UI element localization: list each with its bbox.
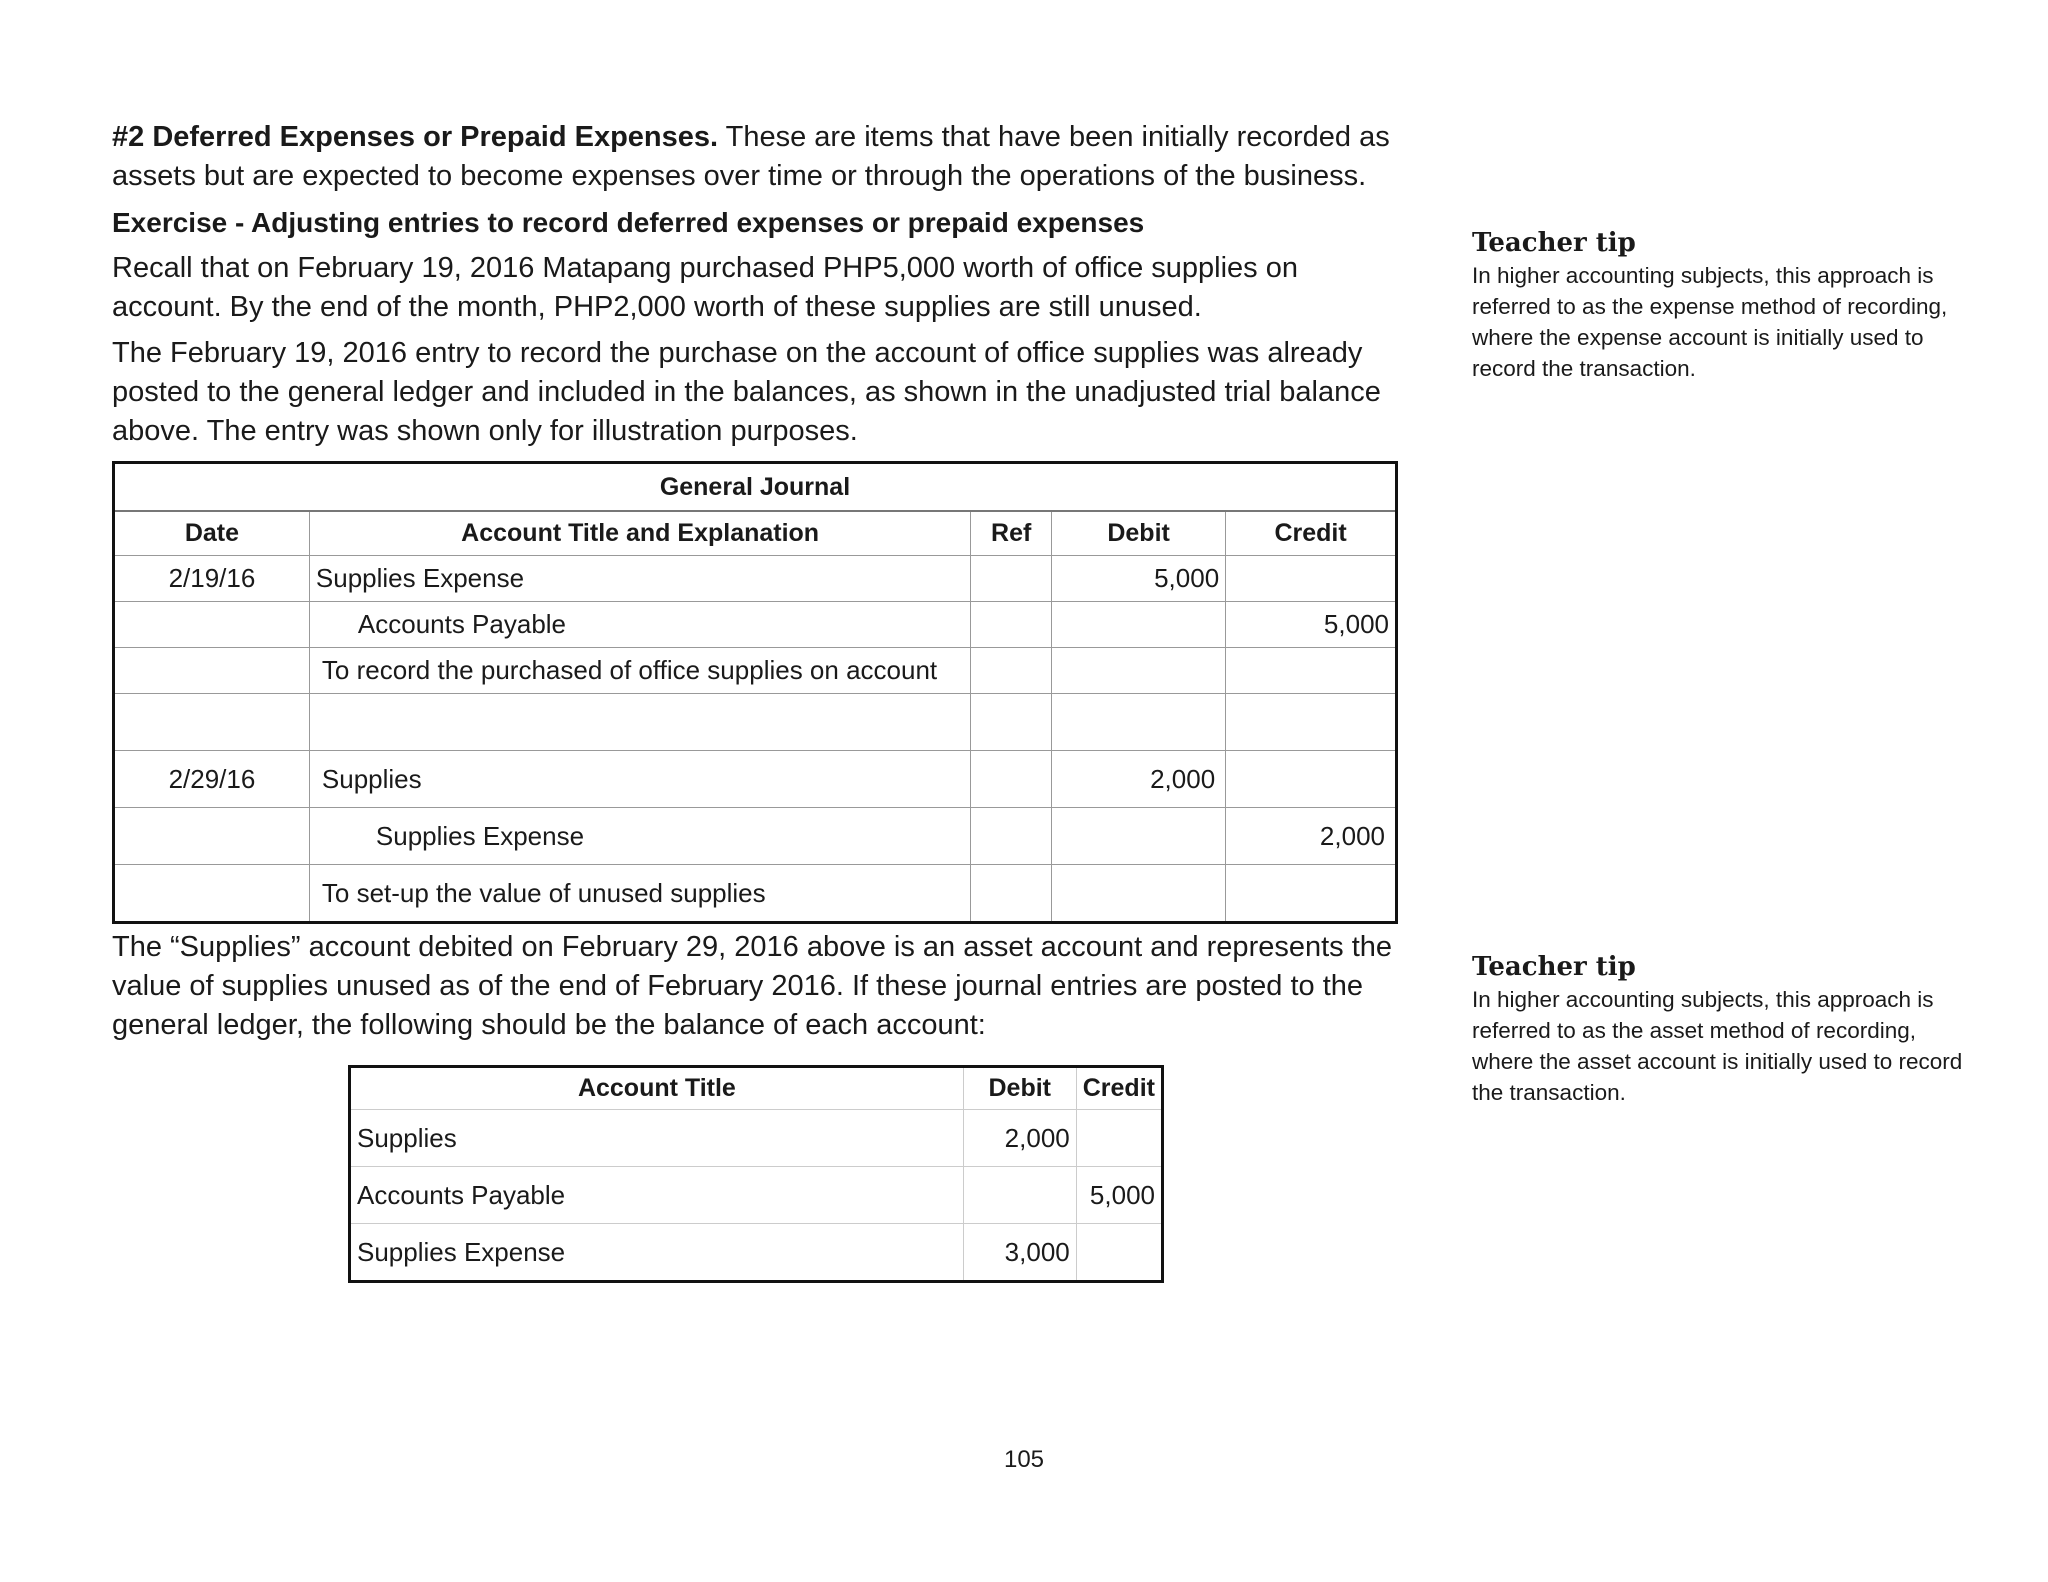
journal-date: 2/19/16	[114, 556, 310, 602]
journal-debit	[1052, 865, 1226, 923]
journal-credit: 2,000	[1226, 808, 1397, 865]
general-journal-table	[112, 461, 1398, 924]
journal-row	[114, 556, 1397, 602]
paragraph-posted: The February 19, 2016 entry to record the purchase on the account of office supplies was already posted to the general ledger and included in the balances, as shown in the unadjusted trial balance above. The entry was shown only for illustration purposes.	[112, 337, 1381, 447]
intro-text: These are items that have been initially recorded as assets but are expected to become expenses over time or through the operations of the business.	[112, 121, 1390, 192]
header-debit: Debit	[1052, 511, 1226, 556]
journal-row	[114, 648, 1397, 694]
journal-title: General Journal	[114, 463, 1397, 512]
balances-header-debit: Debit	[963, 1067, 1076, 1110]
teacher-tip-expense-method	[1472, 226, 1972, 384]
balances-debit: 3,000	[963, 1224, 1076, 1282]
journal-date	[114, 602, 310, 648]
header-account: Account Title and Explanation	[309, 511, 970, 556]
journal-ref	[971, 556, 1052, 602]
journal-debit: 5,000	[1052, 556, 1226, 602]
journal-ref	[971, 751, 1052, 808]
journal-explanation: To set-up the value of unused supplies	[309, 865, 970, 923]
header-ref: Ref	[971, 511, 1052, 556]
journal-account: Supplies Expense	[309, 556, 970, 602]
journal-credit	[1226, 648, 1397, 694]
teacher-tip-body: In higher accounting subjects, this approach is referred to as the asset method of recording, where the asset account is initially used to record the transaction.	[1472, 987, 1963, 1105]
journal-account: Supplies	[309, 751, 970, 808]
journal-date	[114, 865, 310, 923]
journal-debit	[1052, 694, 1226, 751]
journal-account: Supplies Expense	[309, 808, 970, 865]
journal-debit	[1052, 648, 1226, 694]
journal-credit	[1226, 751, 1397, 808]
balances-debit: 2,000	[963, 1110, 1076, 1167]
journal-row	[114, 865, 1397, 923]
journal-ref	[971, 808, 1052, 865]
journal-explanation: To record the purchased of office supplies on account	[309, 648, 970, 694]
balances-account: Supplies Expense	[350, 1224, 964, 1282]
intro-paragraph	[112, 118, 1412, 196]
journal-header-row	[114, 511, 1397, 556]
journal-date	[114, 808, 310, 865]
journal-credit: 5,000	[1226, 602, 1397, 648]
balances-account: Supplies	[350, 1110, 964, 1167]
journal-debit	[1052, 808, 1226, 865]
teacher-tip-asset-method	[1472, 950, 1972, 1108]
balances-debit	[963, 1167, 1076, 1224]
journal-account: Accounts Payable	[309, 602, 970, 648]
balances-header-credit: Credit	[1076, 1067, 1162, 1110]
journal-row	[114, 808, 1397, 865]
exercise-heading: Exercise - Adjusting entries to record deferred expenses or prepaid expenses	[112, 207, 1145, 238]
main-content	[112, 118, 1412, 1283]
balances-row	[350, 1224, 1163, 1282]
teacher-tip-body: In higher accounting subjects, this approach is referred to as the expense method of recording, where the expense account is initially used to record the transaction.	[1472, 263, 1948, 381]
balances-header-account: Account Title	[350, 1067, 964, 1110]
journal-row-blank	[114, 694, 1397, 751]
journal-debit	[1052, 602, 1226, 648]
journal-ref	[971, 602, 1052, 648]
journal-ref	[971, 648, 1052, 694]
journal-credit	[1226, 694, 1397, 751]
balances-credit	[1076, 1224, 1162, 1282]
journal-credit	[1226, 556, 1397, 602]
teacher-tip-title: Teacher tip	[1472, 952, 1636, 982]
intro-bold-title: #2 Deferred Expenses or Prepaid Expenses.	[112, 121, 719, 153]
journal-ref	[971, 694, 1052, 751]
journal-date	[114, 648, 310, 694]
page-number: 105	[1003, 1446, 1045, 1473]
teacher-tip-title: Teacher tip	[1472, 228, 1636, 258]
balances-account: Accounts Payable	[350, 1167, 964, 1224]
journal-debit: 2,000	[1052, 751, 1226, 808]
journal-row	[114, 751, 1397, 808]
journal-ref	[971, 865, 1052, 923]
journal-account	[309, 694, 970, 751]
journal-row	[114, 602, 1397, 648]
header-date: Date	[114, 511, 310, 556]
header-credit: Credit	[1226, 511, 1397, 556]
journal-date: 2/29/16	[114, 751, 310, 808]
paragraph-supplies-account: The “Supplies” account debited on February 29, 2016 above is an asset account and represents the value of supplies unused as of the end of February 2016. If these journal entries are posted to the general ledger, the following should be the balance of each account:	[112, 931, 1393, 1041]
journal-date	[114, 694, 310, 751]
balances-credit	[1076, 1110, 1162, 1167]
balances-header-row	[350, 1067, 1163, 1110]
account-balances-table	[348, 1065, 1164, 1283]
balances-credit: 5,000	[1076, 1167, 1162, 1224]
journal-title-row	[114, 463, 1397, 512]
balances-row	[350, 1167, 1163, 1224]
balances-row	[350, 1110, 1163, 1167]
paragraph-recall: Recall that on February 19, 2016 Matapang purchased PHP5,000 worth of office supplies on account. By the end of the month, PHP2,000 worth of these supplies are still unused.	[112, 252, 1298, 323]
journal-credit	[1226, 865, 1397, 923]
